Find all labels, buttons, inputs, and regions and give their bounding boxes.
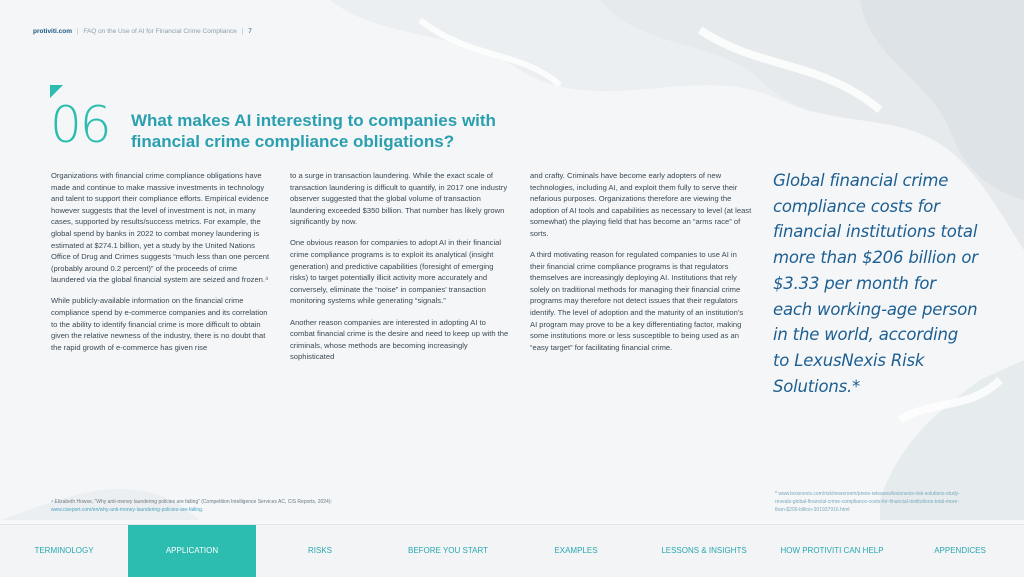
text-column-2 [290,170,512,372]
brand-link[interactable]: protiviti.com [33,28,73,35]
paragraph: One obvious reason for companies to adopt AI in their financial crime compliance programs is to exploit its analytical (insight generation) and predictive capabilities (foresight of emerging risks) to target potentially illicit activity more accurately and conversely, eliminate the “noise” in companies’ transaction monitoring systems while generating “signals.” [290,238,502,306]
document-title: FAQ on the Use of AI for Financial Crime Compliance [83,28,237,35]
header-separator: | [76,28,79,35]
paragraph: Organizations with financial crime compliance obligations have made and continue to make massive investments in technology and talent to support their compliance efforts. Empirical evidence however suggests that the level of investment is not, in many cases, supported by results/success metrics. For example, the global spend by banks in 2022 to combat money laundering is estimated at $274.1 billion, yet a study by the United Nations Office of Drug and Crimes suggests “much less than one percent (probably around 0.2 percent)” of the proceeds of crime laundered via the global financial system are seized and frozen.⁴ [51,171,270,285]
section-number: 06 [50,96,110,154]
footnote-asterisk [775,490,975,514]
section-navigation [0,524,1024,577]
header-separator: | [241,28,244,35]
nav-tab-appendices[interactable]: APPENDICES [934,546,986,555]
pull-quote: Global financial crime compliance costs for financial institutions total more than $206 billion or $3.33 per month for each working-age person in the world, according to LexusNexis Risk Solutions.* [773,171,978,396]
footnote-link[interactable]: www.ciseport.com/en/why-anti-money-laundering-policies-are-failing. [51,507,204,513]
footnote-link[interactable]: www.lexisnexis.com/risk/newsroom/press-releases/lexisnexis-risk-solutions-study-reveals-global-financial-crime-compliance-costs-for-financial-institutions-total-more-than-$206-billion-301937916.html [775,491,960,513]
text-column-1 [51,170,273,363]
page-number: 7 [248,28,252,35]
nav-tab-terminology[interactable]: TERMINOLOGY [34,546,94,555]
page-header [33,28,252,35]
paragraph: While publicly-available information on the financial crime compliance spend by e-commerce companies and its correlation to the ability to identify financial crime is more difficult to obtain given the relative newness of the industry, there is no doubt that the rapid growth of e-commerce has given rise [51,296,268,352]
nav-tab-before-you-start[interactable]: BEFORE YOU START [407,546,488,555]
footnote-4 [51,498,351,514]
paragraph: A third motivating reason for regulated companies to use AI in their financial crime compliance programs is that regulators themselves are increasingly deploying AI. Institutions that rely solely on traditional methods for managing their financial crime programs may therefore not detect issues that their regulators identify. The level of adoption and the maturity of an institution’s AI program may prove to be a key differentiating factor, making some institutions more or less susceptible to being used as an “easy target” for facilitating financial crime. [530,250,744,352]
footnote-text: * [775,491,779,497]
nav-tab-risks[interactable]: RISKS [307,546,332,555]
paragraph: Another reason companies are interested in adopting AI to combat financial crime is the desire and need to keep up with the criminals, whose methods are becoming increasingly sophisticated [290,317,509,362]
nav-tab-application[interactable]: APPLICATION [128,525,256,577]
footnote-text: ⁴ Elizabeth Howse, “Why anti-money laundering policies are failing” (Competition Intelligence Services AC, CIS Reports, 2024): [51,499,332,505]
nav-tab-lessons-insights[interactable]: LESSONS & INSIGHTS [661,546,747,555]
section-title: What makes AI interesting to companies with financial crime compliance obligations? [131,111,496,151]
text-column-3 [530,170,752,363]
paragraph: and crafty. Criminals have become early adopters of new technologies, including AI, and exploit them fully to serve their nefarious purposes. Organizations therefore are viewing the adoption of AI tools and capabilities as necessary to level (at least somewhat) the playing field that has become an “arms race” of sorts. [530,171,752,238]
nav-tab-examples[interactable]: EXAMPLES [554,546,598,555]
nav-tab-how-protiviti-can-help[interactable]: HOW PROTIVITI CAN HELP [780,546,884,555]
paragraph: to a surge in transaction laundering. While the exact scale of transaction laundering is difficult to quantify, in 2017 one industry observer suggested that the global volume of transaction laundering exceeded $350 billion. That number has likely grown significantly by now. [290,171,508,227]
